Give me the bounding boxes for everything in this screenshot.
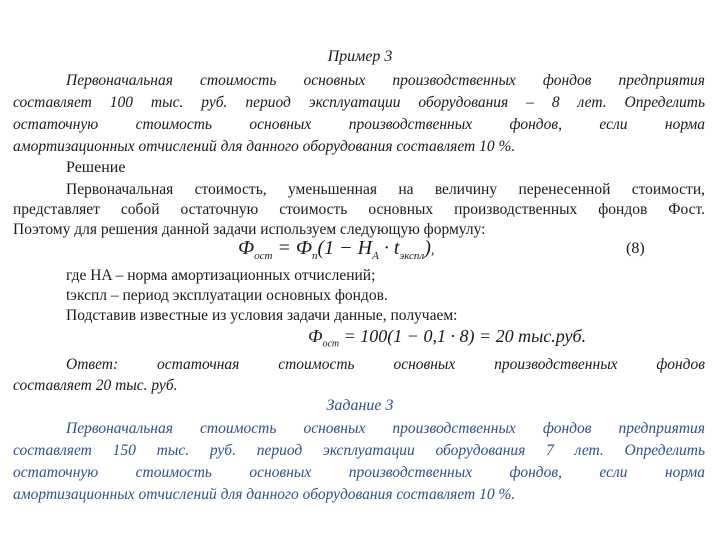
example-line-3: остаточную стоимость основных производственных фондов, если норма bbox=[13, 116, 705, 133]
solution-intro-3: Поэтому для решения данной задачи используем следующую формулу: bbox=[13, 221, 486, 238]
answer-line-2: составляет 20 тыс. руб. bbox=[13, 377, 178, 394]
where-line-2: tэкспл – период эксплуатации основных фондов. bbox=[66, 287, 388, 304]
solution-intro-1: Первоначальная стоимость, уменьшенная на величину перенесенной стоимости, bbox=[66, 181, 705, 198]
task-line-4: амортизационных отчислений для данного оборудования составляет 10 %. bbox=[13, 486, 516, 503]
task-title: Задание 3 bbox=[326, 397, 394, 414]
task-line-1: Первоначальная стоимость основных производственных фондов предприятия bbox=[66, 420, 705, 437]
example-line-4: амортизационных отчислений для данного оборудования составляет 10 %. bbox=[13, 138, 516, 155]
example-line-1: Первоначальная стоимость основных производственных фондов предприятия bbox=[66, 72, 705, 89]
task-line-3: остаточную стоимость основных производственных фондов, если норма bbox=[13, 464, 705, 481]
calculation-formula: $Ф_{ост} = 100(1 - 0,1 \cdot 8) = 20$ тыс.руб. bbox=[308, 326, 587, 350]
equation-number: (8) bbox=[626, 240, 645, 257]
solution-heading: Решение bbox=[66, 159, 126, 176]
example-line-2: составляет 100 тыс. руб. период эксплуатации оборудования – 8 лет. Определить bbox=[13, 94, 705, 111]
example-title: Пример 3 bbox=[327, 48, 393, 65]
where-line-1: где HA – норма амортизационных отчислений; bbox=[66, 267, 376, 284]
where-line-3: Подставив известные из условия задачи данные, получаем: bbox=[66, 307, 458, 324]
answer-line-1: Ответ: остаточная стоимость основных производственных фондов bbox=[66, 356, 705, 373]
depreciation-formula: $Ф_{ост} = Ф_п(1 - H_A \cdot t_{экспл})$, bbox=[238, 237, 435, 262]
solution-intro-2: представляет собой остаточную стоимость основных производственных фондов Фост. bbox=[13, 201, 705, 218]
task-line-2: составляет 150 тыс. руб. период эксплуатации оборудования 7 лет. Определить bbox=[13, 442, 705, 459]
